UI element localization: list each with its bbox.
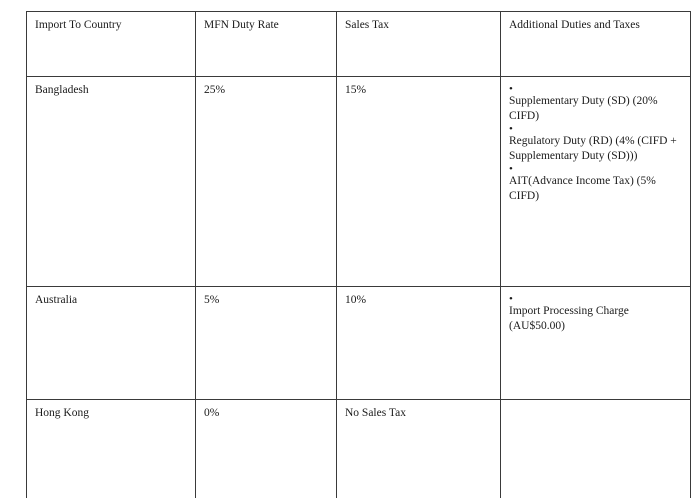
- table-header-row: [27, 12, 691, 77]
- duty-item-text: AIT(Advance Income Tax) (5% CIFD): [509, 175, 656, 202]
- duty-item-text: Regulatory Duty (RD) (4% (CIFD + Supplementary Duty (SD))): [509, 135, 677, 162]
- header-import-country: Import To Country: [27, 12, 196, 77]
- table-row: [27, 400, 691, 498]
- duty-list: [509, 85, 682, 203]
- sales-tax-cell: 10%: [337, 287, 501, 400]
- bullet-icon: •: [509, 83, 513, 95]
- country-cell: Bangladesh: [27, 77, 196, 287]
- header-sales-tax: Sales Tax: [337, 12, 501, 77]
- bullet-icon: •: [509, 293, 513, 305]
- duty-list-item: [509, 165, 682, 203]
- bullet-icon: •: [509, 123, 513, 135]
- duty-list-item: [509, 295, 682, 333]
- header-additional-duties: Additional Duties and Taxes: [501, 12, 691, 77]
- additional-duties-cell: [501, 287, 691, 400]
- table-row: [27, 287, 691, 400]
- country-cell: Hong Kong: [27, 400, 196, 498]
- duty-item-text: Supplementary Duty (SD) (20% CIFD): [509, 95, 658, 122]
- bullet-icon: •: [509, 163, 513, 175]
- sales-tax-cell: 15%: [337, 77, 501, 287]
- additional-duties-cell: [501, 77, 691, 287]
- import-duties-table: [26, 11, 691, 498]
- country-cell: Australia: [27, 287, 196, 400]
- mfn-rate-cell: 5%: [196, 287, 337, 400]
- sales-tax-cell: No Sales Tax: [337, 400, 501, 498]
- additional-duties-cell: [501, 400, 691, 498]
- mfn-rate-cell: 0%: [196, 400, 337, 498]
- mfn-rate-cell: 25%: [196, 77, 337, 287]
- table-row: [27, 77, 691, 287]
- header-mfn-duty-rate: MFN Duty Rate: [196, 12, 337, 77]
- duty-item-text: Import Processing Charge (AU$50.00): [509, 305, 629, 332]
- duty-list: [509, 295, 682, 333]
- duty-list-item: [509, 125, 682, 163]
- duty-list-item: [509, 85, 682, 123]
